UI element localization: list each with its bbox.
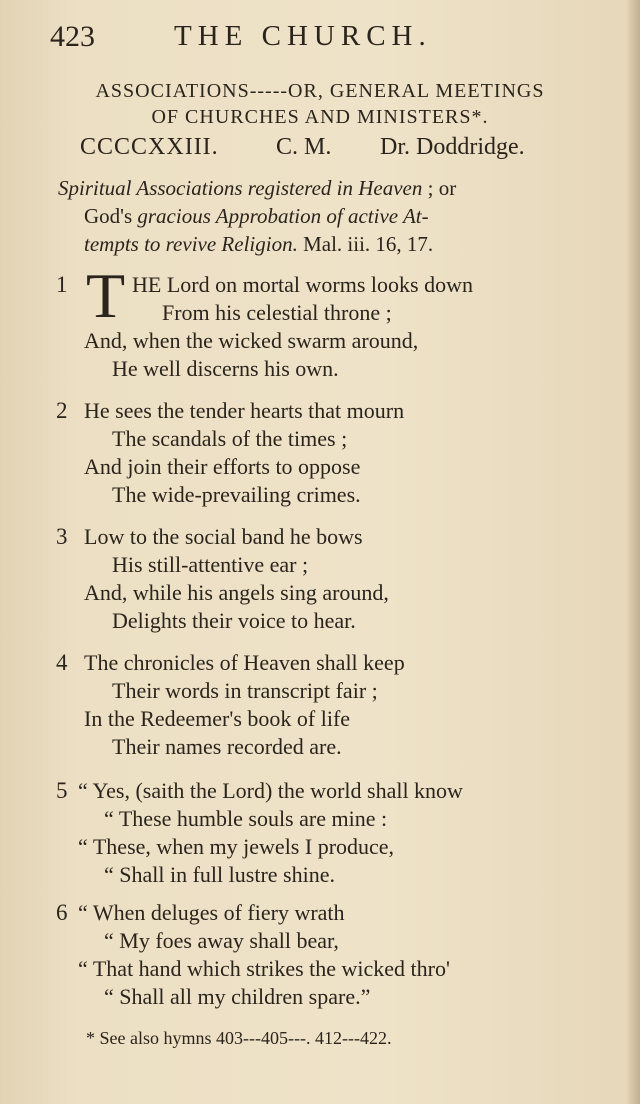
hymn-author: Dr. Doddridge.	[380, 134, 525, 160]
section-title-line-1: ASSOCIATIONS-----OR, GENERAL MEETINGS	[95, 80, 545, 102]
running-title: THE CHURCH.	[174, 20, 432, 52]
verse-line: He well discerns his own.	[112, 356, 339, 381]
scripture-reference: Mal. iii. 16, 17.	[297, 232, 434, 256]
verse-line: The wide-prevailing crimes.	[112, 482, 361, 507]
verse-line: “ When deluges of fiery wrath	[78, 900, 345, 925]
verse-line: He sees the tender hearts that mourn	[84, 398, 405, 423]
page-gutter-shadow	[626, 0, 640, 1104]
verse-line: Low to the social band he bows	[84, 524, 363, 549]
verse-line: “ These, when my jewels I produce,	[78, 834, 395, 859]
verse-line: “ My foes away shall bear,	[104, 928, 339, 953]
verse-line: “ Shall all my children spare.”	[104, 984, 371, 1009]
subtitle-text: ; or	[422, 176, 457, 200]
verse-number: 2	[56, 398, 68, 423]
running-header	[50, 18, 610, 58]
hymn-subtitle-line-1	[58, 174, 618, 202]
page-number: 423	[50, 20, 95, 53]
drop-cap: T	[86, 260, 126, 331]
hymn-subtitle-line-3	[84, 230, 640, 258]
verse-line: And join their efforts to oppose	[84, 454, 361, 479]
subtitle-italic: tempts to revive Religion.	[84, 232, 298, 256]
verse-line: “ Yes, (saith the Lord) the world shall know	[78, 778, 463, 803]
verse-number: 1	[56, 272, 68, 297]
verse-number: 4	[56, 650, 68, 675]
hymn-number: CCCCXXIII.	[80, 134, 219, 160]
verse-line: HE Lord on mortal worms looks down	[132, 272, 473, 297]
verse-line: And, when the wicked swarm around,	[84, 328, 419, 353]
hymn-meter: C. M.	[276, 134, 332, 160]
verse-line: “ These humble souls are mine :	[104, 806, 388, 831]
subtitle-italic: Spiritual Associations registered in Heaven	[58, 176, 423, 200]
verse-line: “ That hand which strikes the wicked thro'	[78, 956, 450, 981]
footnote: * See also hymns 403---405---. 412---422.	[86, 1028, 392, 1048]
verse-line: “ Shall in full lustre shine.	[104, 862, 335, 887]
verse-line: Delights their voice to hear.	[112, 608, 356, 633]
verse-line: His still-attentive ear ;	[112, 552, 309, 577]
verse-line: In the Redeemer's book of life	[84, 706, 351, 731]
hymn-header	[80, 134, 600, 168]
hymn-subtitle-line-2	[84, 202, 640, 230]
verse-line: From his celestial throne ;	[162, 300, 392, 325]
verse-number: 3	[56, 524, 68, 549]
subtitle-text: God's	[84, 204, 138, 228]
verse-line: And, while his angels sing around,	[84, 580, 389, 605]
verse-number: 5	[56, 778, 68, 803]
verse-number: 6	[56, 900, 68, 925]
section-title-line-2: OF CHURCHES AND MINISTERS*.	[151, 106, 489, 128]
subtitle-italic: gracious Approbation of active At-	[137, 204, 429, 228]
verse-line: Their words in transcript fair ;	[112, 678, 378, 703]
verse-line: Their names recorded are.	[112, 734, 342, 759]
verse-line: The chronicles of Heaven shall keep	[84, 650, 405, 675]
verse-line: The scandals of the times ;	[112, 426, 348, 451]
